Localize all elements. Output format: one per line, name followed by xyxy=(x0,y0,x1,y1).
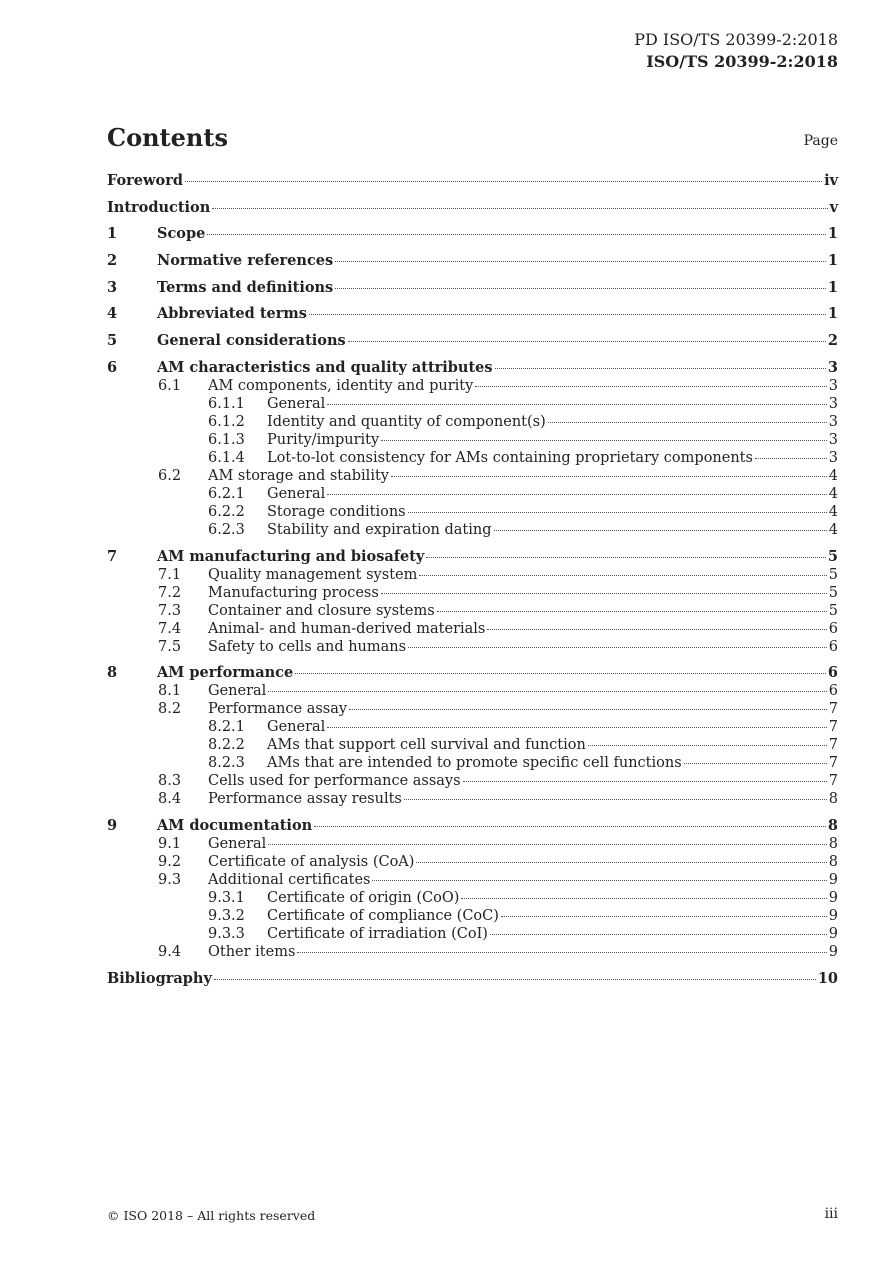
toc-entry-number: 8 xyxy=(107,664,118,682)
toc-entry[interactable] xyxy=(107,682,838,700)
toc-entry-number: 8.1 xyxy=(158,683,182,700)
toc-entry-page: iv xyxy=(824,172,838,189)
page-title: Contents xyxy=(107,123,228,152)
dot-leader xyxy=(381,440,827,441)
toc-entry-page: 9 xyxy=(828,907,838,924)
dot-leader xyxy=(588,745,827,746)
toc-entry-title: Performance assay results xyxy=(208,791,402,808)
toc-entry-number: 6.1.2 xyxy=(208,413,245,430)
dot-leader xyxy=(404,799,827,800)
dot-leader xyxy=(335,261,826,262)
toc-entry-page: 6 xyxy=(827,664,838,682)
toc-entry-number: 9.1 xyxy=(158,835,182,852)
toc-entry-title: AM characteristics and quality attributes xyxy=(157,358,493,376)
toc-entry-number: 6.1.1 xyxy=(208,395,245,412)
toc-entry[interactable] xyxy=(107,548,838,566)
toc-entry-number: 6 xyxy=(107,358,118,376)
toc-entry-page: 8 xyxy=(827,816,838,834)
toc-entry-page: 9 xyxy=(828,871,838,888)
toc-entry-number: 8.2.3 xyxy=(208,755,245,772)
dot-leader xyxy=(268,844,826,845)
dot-leader xyxy=(295,673,826,674)
toc-entry-page: 2 xyxy=(827,332,838,350)
dot-leader xyxy=(214,979,816,980)
toc-entry-page: 9 xyxy=(828,889,838,906)
toc-entry-number: 3 xyxy=(107,278,118,296)
toc-entry-title: Certificate of compliance (CoC) xyxy=(267,907,499,924)
dot-leader xyxy=(408,512,827,513)
dot-leader xyxy=(416,862,826,863)
toc-entry-title: Normative references xyxy=(157,252,334,270)
toc-entry-page: 6 xyxy=(828,683,838,700)
toc-entry-number: 6.2.2 xyxy=(208,503,245,520)
toc-entry-number: 6.1 xyxy=(158,377,182,394)
toc-entry[interactable] xyxy=(107,305,838,323)
toc-entry-page: 5 xyxy=(828,602,838,619)
toc-entry-number: 9.3.3 xyxy=(208,925,245,942)
toc-entry[interactable] xyxy=(107,700,838,718)
toc-entry-page: 1 xyxy=(827,252,838,270)
toc-entry-title: Purity/impurity xyxy=(267,431,380,448)
toc-entry-page: 6 xyxy=(828,620,838,637)
toc-entry[interactable] xyxy=(107,413,838,431)
toc-entry-title: AM manufacturing and biosafety xyxy=(157,547,425,565)
toc-entry-page: 8 xyxy=(828,835,838,852)
toc-entry-number: 9.3 xyxy=(158,871,182,888)
toc-entry-title: Storage conditions xyxy=(267,503,406,520)
toc-entry[interactable] xyxy=(107,172,838,190)
toc-entry[interactable] xyxy=(107,395,838,413)
page-column-label: Page xyxy=(803,133,838,149)
toc-entry-number: 7.2 xyxy=(158,584,182,601)
toc-entry-title: Other items xyxy=(208,943,296,960)
toc-entry[interactable] xyxy=(107,431,838,449)
dot-leader xyxy=(461,898,826,899)
toc-entry-title: AMs that are intended to promote specific cell functions xyxy=(267,755,682,772)
toc-entry-title: General xyxy=(267,719,326,736)
toc-entry-number: 8.3 xyxy=(158,773,182,790)
toc-entry[interactable] xyxy=(107,664,838,682)
dot-leader xyxy=(348,341,826,342)
toc-entry-title: Additional certificates xyxy=(208,871,371,888)
toc-entry-number: 2 xyxy=(107,252,118,270)
toc-entry[interactable] xyxy=(107,377,838,395)
toc-entry-page: 4 xyxy=(828,521,838,538)
toc-entry-number: 6.2.3 xyxy=(208,521,245,538)
dot-leader xyxy=(501,916,827,917)
toc-entry-page: 7 xyxy=(828,773,838,790)
toc-entry-title: Container and closure systems xyxy=(208,602,435,619)
toc-entry-page: 5 xyxy=(828,566,838,583)
toc-entry-title: Bibliography xyxy=(107,969,212,987)
toc-entry-page: 1 xyxy=(827,305,838,323)
toc-entry-number: 6.2 xyxy=(158,467,182,484)
toc-entry-number: 9.2 xyxy=(158,853,182,870)
toc-entry-page: 4 xyxy=(828,503,838,520)
toc-entry-number: 5 xyxy=(107,332,118,350)
toc-entry-title: Certificate of irradiation (CoI) xyxy=(267,925,488,942)
toc-entry[interactable] xyxy=(107,970,838,988)
dot-leader xyxy=(327,404,826,405)
toc-entry[interactable] xyxy=(107,718,838,736)
toc-entry-title: Identity and quantity of component(s) xyxy=(267,413,546,430)
toc-entry-title: Terms and definitions xyxy=(157,278,334,296)
toc-entry[interactable] xyxy=(107,449,838,467)
toc-entry-page: 7 xyxy=(828,701,838,718)
toc-entry-page: 3 xyxy=(827,358,838,376)
dot-leader xyxy=(408,647,827,648)
toc-entry[interactable] xyxy=(107,907,838,925)
document-id-header-bold: ISO/TS 20399-2:2018 xyxy=(646,52,838,71)
toc-entry-page: 6 xyxy=(828,638,838,655)
toc-entry[interactable] xyxy=(107,359,838,377)
toc-entry-number: 9 xyxy=(107,816,118,834)
toc-entry-page: 3 xyxy=(828,377,838,394)
toc-entry[interactable] xyxy=(107,754,838,772)
toc-entry-page: 8 xyxy=(828,853,838,870)
table-of-contents xyxy=(107,172,838,988)
toc-entry-title: AM storage and stability xyxy=(208,467,389,484)
toc-entry-number: 7.3 xyxy=(158,602,182,619)
toc-entry[interactable] xyxy=(107,790,838,808)
toc-entry[interactable] xyxy=(107,638,838,656)
toc-entry-page: 7 xyxy=(828,719,838,736)
toc-entry[interactable] xyxy=(107,602,838,620)
toc-entry-number: 7.1 xyxy=(158,566,182,583)
dot-leader xyxy=(495,368,826,369)
toc-entry[interactable] xyxy=(107,566,838,584)
document-id-header: PD ISO/TS 20399-2:2018 xyxy=(634,30,838,49)
toc-entry[interactable] xyxy=(107,835,838,853)
toc-entry-page: 3 xyxy=(828,413,838,430)
toc-entry-title: Manufacturing process xyxy=(208,584,379,601)
dot-leader xyxy=(494,530,827,531)
dot-leader xyxy=(437,611,827,612)
dot-leader xyxy=(207,234,826,235)
dot-leader xyxy=(335,288,826,289)
toc-entry-title: Quality management system xyxy=(208,566,418,583)
toc-entry-number: 9.4 xyxy=(158,943,182,960)
toc-entry-number: 8.2.2 xyxy=(208,737,245,754)
toc-entry-page: 7 xyxy=(828,755,838,772)
toc-entry[interactable] xyxy=(107,521,838,539)
toc-entry-number: 7.5 xyxy=(158,638,182,655)
toc-entry-page: 1 xyxy=(827,225,838,243)
toc-entry[interactable] xyxy=(107,584,838,602)
toc-entry-page: 7 xyxy=(828,737,838,754)
dot-leader xyxy=(755,458,827,459)
toc-entry-title: Animal- and human-derived materials xyxy=(208,620,486,637)
toc-entry-title: Foreword xyxy=(107,172,183,189)
toc-entry[interactable] xyxy=(107,199,838,217)
dot-leader xyxy=(185,181,822,182)
dot-leader xyxy=(268,691,826,692)
toc-entry-number: 1 xyxy=(107,225,118,243)
toc-entry-number: 9.3.2 xyxy=(208,907,245,924)
dot-leader xyxy=(372,880,826,881)
toc-entry[interactable] xyxy=(107,925,838,943)
toc-entry[interactable] xyxy=(107,943,838,961)
toc-entry[interactable] xyxy=(107,853,838,871)
toc-entry-number: 7.4 xyxy=(158,620,182,637)
toc-entry-page: 4 xyxy=(828,485,838,502)
toc-entry[interactable] xyxy=(107,279,838,297)
toc-entry-title: AMs that support cell survival and function xyxy=(267,737,586,754)
toc-entry-page: 1 xyxy=(827,278,838,296)
toc-entry-number: 4 xyxy=(107,305,118,323)
toc-entry[interactable] xyxy=(107,772,838,790)
toc-entry-number: 9.3.1 xyxy=(208,889,245,906)
toc-entry[interactable] xyxy=(107,817,838,835)
toc-entry-page: 5 xyxy=(828,584,838,601)
toc-entry-number: 8.2.1 xyxy=(208,719,245,736)
toc-entry[interactable] xyxy=(107,736,838,754)
toc-entry-page: 3 xyxy=(828,431,838,448)
dot-leader xyxy=(487,629,826,630)
toc-entry[interactable] xyxy=(107,889,838,907)
toc-entry[interactable] xyxy=(107,252,838,270)
toc-entry-title: Scope xyxy=(157,225,206,243)
toc-entry-page: v xyxy=(829,198,838,216)
dot-leader xyxy=(684,763,827,764)
toc-entry[interactable] xyxy=(107,620,838,638)
toc-entry-title: General considerations xyxy=(157,332,346,350)
dot-leader xyxy=(314,826,826,827)
toc-entry-number: 7 xyxy=(107,547,118,565)
toc-entry-page: 4 xyxy=(828,467,838,484)
toc-entry[interactable] xyxy=(107,332,838,350)
toc-entry-title: Stability and expiration dating xyxy=(267,521,492,538)
toc-entry-page: 9 xyxy=(828,943,838,960)
toc-entry-title: Certificate of origin (CoO) xyxy=(267,889,460,906)
dot-leader xyxy=(463,781,827,782)
dot-leader xyxy=(548,422,827,423)
toc-entry[interactable] xyxy=(107,871,838,889)
dot-leader xyxy=(490,934,827,935)
toc-entry-title: Performance assay xyxy=(208,701,348,718)
page-number: iii xyxy=(824,1206,838,1222)
dot-leader xyxy=(426,557,826,558)
toc-entry-title: Cells used for performance assays xyxy=(208,773,461,790)
toc-entry-page: 3 xyxy=(828,395,838,412)
toc-entry-number: 8.2 xyxy=(158,701,182,718)
toc-entry-page: 8 xyxy=(828,791,838,808)
toc-entry-page: 5 xyxy=(827,547,838,565)
toc-entry-page: 9 xyxy=(828,925,838,942)
dot-leader xyxy=(391,476,827,477)
toc-entry-title: AM components, identity and purity xyxy=(208,377,474,394)
toc-entry-title: AM documentation xyxy=(157,816,313,834)
toc-entry-title: Lot-to-lot consistency for AMs containing proprietary components xyxy=(267,449,753,466)
dot-leader xyxy=(381,593,827,594)
toc-entry-page: 3 xyxy=(828,449,838,466)
copyright-notice: © ISO 2018 – All rights reserved xyxy=(107,1208,316,1223)
toc-entry-number: 6.1.4 xyxy=(208,449,245,466)
toc-entry-number: 6.2.1 xyxy=(208,485,245,502)
toc-entry-title: General xyxy=(267,485,326,502)
toc-entry-title: AM performance xyxy=(157,664,294,682)
toc-entry-title: Introduction xyxy=(107,198,211,216)
toc-entry[interactable] xyxy=(107,467,838,485)
dot-leader xyxy=(327,727,826,728)
toc-entry[interactable] xyxy=(107,225,838,243)
toc-entry[interactable] xyxy=(107,485,838,503)
dot-leader xyxy=(419,575,826,576)
toc-entry-page: 10 xyxy=(817,969,838,987)
toc-entry-title: General xyxy=(208,835,267,852)
toc-entry-title: Safety to cells and humans xyxy=(208,638,407,655)
toc-entry-number: 8.4 xyxy=(158,791,182,808)
dot-leader xyxy=(297,952,826,953)
dot-leader xyxy=(309,314,826,315)
dot-leader xyxy=(349,709,827,710)
toc-entry-title: General xyxy=(208,683,267,700)
dot-leader xyxy=(212,208,827,209)
toc-entry-number: 6.1.3 xyxy=(208,431,245,448)
dot-leader xyxy=(475,386,826,387)
toc-entry-title: Abbreviated terms xyxy=(157,305,307,323)
toc-entry[interactable] xyxy=(107,503,838,521)
toc-entry-title: General xyxy=(267,395,326,412)
dot-leader xyxy=(327,494,826,495)
toc-entry-title: Certificate of analysis (CoA) xyxy=(208,853,415,870)
